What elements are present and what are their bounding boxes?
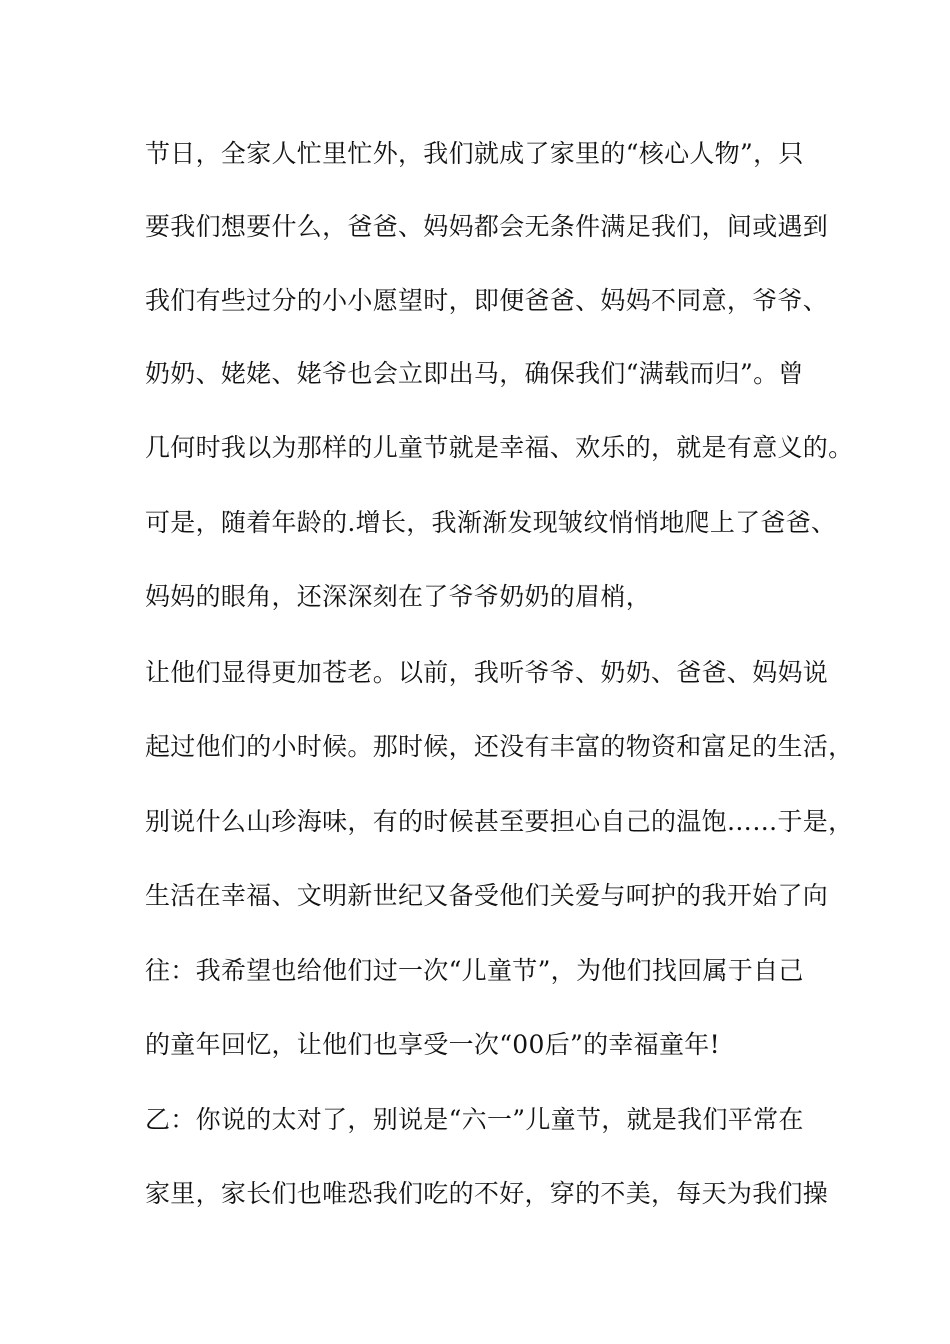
text-line: 别说什么山珍海味，有的时候甚至要担心自己的温饱……于是， bbox=[145, 807, 854, 836]
text-line: 起过他们的小时候。那时候，还没有丰富的物资和富足的生活， bbox=[145, 732, 854, 761]
text-line: 我们有些过分的小小愿望时，即便爸爸、妈妈不同意，爷爷、 bbox=[145, 286, 829, 315]
text-line: 妈妈的眼角，还深深刻在了爷爷奶奶的眉梢， bbox=[145, 582, 652, 611]
text-line: 奶奶、姥姥、姥爷也会立即出马，确保我们“满载而归”。曾 bbox=[145, 359, 804, 388]
text-line: 家里，家长们也唯恐我们吃的不好，穿的不美，每天为我们操 bbox=[145, 1179, 829, 1208]
text-line: 几何时我以为那样的儿童节就是幸福、欢乐的，就是有意义的。 bbox=[145, 433, 854, 462]
text-line: 往：我希望也给他们过一次“儿童节”，为他们找回属于自己 bbox=[145, 956, 804, 985]
text-line: 的童年回忆，让他们也享受一次“00后”的幸福童年! bbox=[145, 1030, 720, 1059]
text-line: 要我们想要什么，爸爸、妈妈都会无条件满足我们，间或遇到 bbox=[145, 212, 829, 241]
text-line: 乙：你说的太对了，别说是“六一”儿童节，就是我们平常在 bbox=[145, 1105, 804, 1134]
text-line: 生活在幸福、文明新世纪又备受他们关爱与呵护的我开始了向 bbox=[145, 881, 829, 910]
text-line: 让他们显得更加苍老。以前，我听爷爷、奶奶、爸爸、妈妈说 bbox=[145, 658, 829, 687]
text-line: 可是，随着年龄的.增长，我渐渐发现皱纹悄悄地爬上了爸爸、 bbox=[145, 508, 837, 537]
text-line: 节日，全家人忙里忙外，我们就成了家里的“核心人物”，只 bbox=[145, 139, 804, 168]
